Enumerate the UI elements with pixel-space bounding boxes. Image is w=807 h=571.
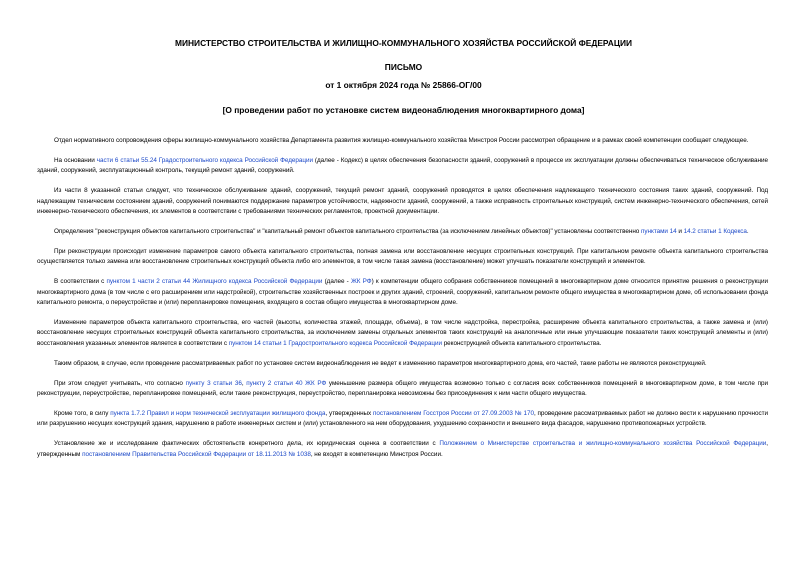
paragraph-3: [37, 186, 768, 217]
document-type: ПИСЬМО: [384, 62, 423, 72]
link-ministry-regulation[interactable]: Положением о Министерстве строительства и жилищно-коммунального хозяйства Российской Федерации: [439, 440, 767, 448]
paragraph-9: [37, 379, 768, 400]
text: В соответствии с: [54, 278, 107, 286]
paragraph-1: [37, 136, 768, 146]
text: Отдел нормативного сопровождения сферы жилищно-коммунального хозяйства Департамента развития жилищно-коммунального хозяйства Минстроя России рассмотрел обращение и в рамках своей компетенции сообщает следующее.: [54, 137, 749, 144]
text: Установление же и исследование фактических обстоятельств конкретного дела, их юридическая оценка в соответствии с: [54, 440, 440, 448]
organization-title: МИНИСТЕРСТВО СТРОИТЕЛЬСТВА И ЖИЛИЩНО-КОММУНАЛЬНОГО ХОЗЯЙСТВА РОССИЙСКОЙ ФЕДЕРАЦИИ: [175, 38, 632, 48]
paragraph-4: [37, 227, 768, 237]
paragraph-7: [37, 318, 768, 349]
link-government-resolution-1038[interactable]: постановлением Правительства Российской Федерации от 18.11.2013 № 1038: [82, 450, 311, 458]
link-gosstroy-170[interactable]: постановлением Госстроя России от 27.09.2003 № 170: [373, 409, 534, 417]
text: На основании: [54, 156, 97, 164]
text: реконструкцией объекта капитального строительства.: [441, 339, 602, 347]
link-housing-code-44[interactable]: пунктом 1 части 2 статьи 44 Жилищного кодекса Российской Федерации: [106, 278, 323, 286]
text: Изменение параметров объекта капитального строительства, его частей (высоты, количества этажей, площади, объема), в том числе надстройка, перестройка, расширение объекта капитального строительства, а также замена и (или) восстановление несущих строительных конструкций объекта капитального строительства, за исключением замены отдельных элементов таких конструкций на аналогичные или иные улучшающие показатели таких конструкций элементы и (или) восстановления указанных элементов является в соответствии с: [37, 318, 768, 347]
text: , проведение рассматриваемых работ не должно вести к нарушению прочности или разрушению несущих конструкций здания, нарушению в работе инженерных систем и (или) установленного на нем оборудования, ухудшению сохранности и внешнего вида фасадов, нарушению противопожарных устройств.: [37, 409, 768, 428]
text: , утвержденным: [37, 440, 768, 458]
link-rules-1-7-2[interactable]: пункта 1.7.2 Правил и норм технической эксплуатации жилищного фонда: [110, 409, 326, 417]
text: Из части 8 указанной статьи следует, что техническое обслуживание зданий, сооружений, текущий ремонт зданий, сооружений проводятся в целях обеспечения надлежащего технического состояния таких зданий, сооружений. Под надлежащим техническим состоянием зданий, сооружений понимаются поддержание параметров устойчивости, надежности зданий, сооружений, а также исправность строительных конструкций, систем инженерно-технического обеспечения, сетей инженерно-технического обеспечения, их элементов в соответствии с требованиями технических регламентов, проектной документации.: [37, 187, 768, 216]
paragraph-5: [37, 247, 768, 268]
text: , не входят в компетенцию Минстроя России.: [310, 450, 443, 458]
text: и: [676, 227, 684, 235]
paragraph-11: [37, 439, 768, 460]
text: уменьшение размера общего имущества возможно только с согласия всех собственников помещений в многоквартирном доме, в том числе при реконструкции, переустройстве, перепланировке помещений, если такие реконструкция, переустройство, перепланировка невозможны без присоединения к ним части общего имущества.: [37, 379, 768, 397]
link-item-2-article-40[interactable]: пункту 2 статьи 40 ЖК РФ: [246, 379, 327, 387]
text: (далее -: [322, 278, 351, 286]
link-item-3-article-36[interactable]: пункту 3 статьи 36: [185, 379, 242, 387]
text: Кроме того, в силу: [54, 409, 111, 417]
paragraph-2: [37, 156, 768, 177]
link-gradcode-55-24[interactable]: части 6 статьи 55.24 Градостроительного кодекса Российской Федерации: [96, 156, 313, 164]
text: , утвержденных: [325, 409, 374, 417]
text: При этом следует учитывать, что согласно: [54, 379, 186, 387]
link-zhk-rf[interactable]: ЖК РФ: [350, 278, 372, 286]
paragraph-6: [37, 277, 768, 308]
text: ) к компетенции общего собрания собственников помещений в многоквартирном доме относится принятие решения о реконструкции многоквартирного дома (в том числе с его расширением или надстройкой), строительстве хозяйственных построек и других зданий, строений, сооружений, капитальном ремонте общего имущества в многоквартирном доме, об использовании фонда капитального ремонта, о переустройстве и (или) перепланировке помещения, входящего в состав общего имущества в многоквартирном доме.: [37, 278, 769, 306]
text: При реконструкции происходит изменение параметров самого объекта капитального строительства, полная замена или восстановление несущих строительных конструкций. При капитальном ремонте объекта капитального строительства осуществляется только замена или восстановление строительных конструкций объекта либо его элементов, в том числе такая замена (восстановление) может улучшать показатели конструкций и элементов.: [37, 247, 768, 266]
link-14-2-article-1[interactable]: 14.2 статьи 1 Кодекса: [683, 227, 747, 235]
document-date-number: от 1 октября 2024 года № 25866-ОГ/00: [325, 80, 482, 90]
letter-body: [37, 136, 768, 469]
text: (далее - Кодекс) в целях обеспечения безопасности зданий, сооружений в процессе их эксплуатации должны обеспечиваться техническое обслуживание зданий, сооружений, эксплуатационный контроль, текущий ремонт зданий, сооружений.: [37, 156, 769, 175]
text: Определения "реконструкция объектов капитального строительства" и "капитальный ремонт объектов капитального строительства (за исключением линейных объектов)" установлены соответственно: [54, 227, 642, 235]
text: .: [746, 227, 749, 235]
text: ,: [241, 379, 247, 387]
text: Таким образом, в случае, если проведение рассматриваемых работ по установке систем видеонаблюдения не ведет к изменению параметров многоквартирного дома, его частей, такие работы не являются реконструкцией.: [54, 359, 707, 367]
document-subject: [О проведении работ по установке систем видеонаблюдения многоквартирного дома]: [222, 105, 585, 115]
paragraph-8: [37, 359, 768, 369]
paragraph-10: [37, 409, 768, 430]
link-gradcode-14-1[interactable]: пунктом 14 статьи 1 Градостроительного кодекса Российской Федерации: [228, 339, 442, 347]
link-items-14[interactable]: пунктами 14: [641, 227, 677, 235]
